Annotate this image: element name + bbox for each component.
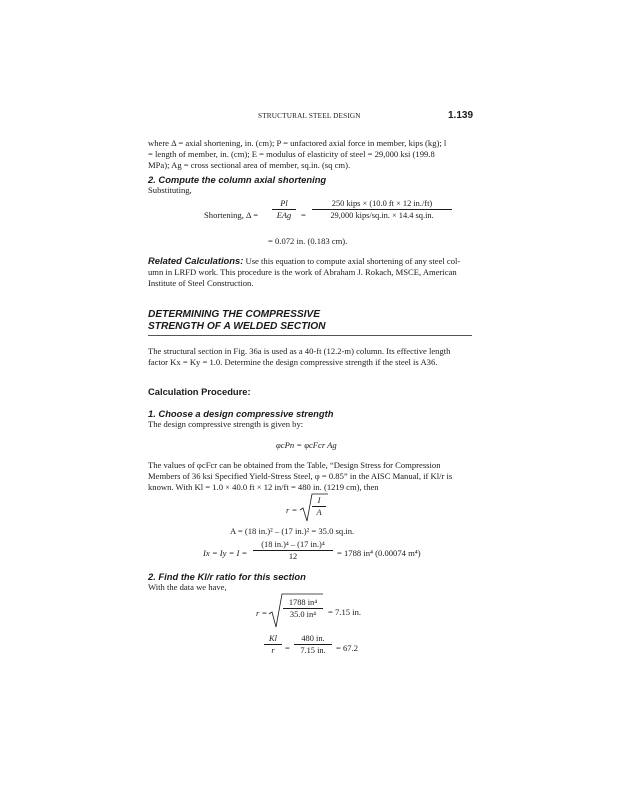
values-line: The values of φcFcr can be obtained from the Table, “Design Stress for Compression	[148, 460, 441, 470]
where-line: MPa); Ag = cross sectional area of member, sq.in. (sq cm).	[148, 160, 351, 170]
fraction-numerator: 250 kips × (10.0 ft × 12 in./ft)	[312, 199, 452, 210]
step-heading: 2. Compute the column axial shortening	[148, 174, 327, 185]
where-line: where Δ = axial shortening, in. (cm); P = unfactored axial force in member, kips (kg); l	[148, 138, 447, 148]
section-divider	[148, 335, 472, 336]
calc-procedure-heading: Calculation Procedure:	[148, 386, 251, 397]
related-line: Institute of Steel Construction.	[148, 278, 254, 288]
related-line: Use this equation to compute axial shortening of any steel col-	[243, 256, 461, 266]
fraction-denominator: 7.15 in.	[300, 646, 326, 655]
fraction-pl-over-eag	[272, 199, 296, 220]
step1-text: The design compressive strength is given by:	[148, 419, 304, 429]
inertia-label: Ix = Iy = I =	[203, 548, 248, 558]
substituting-text: Substituting,	[148, 185, 192, 195]
fraction-substituted	[312, 199, 452, 220]
section-title-line: DETERMINING THE COMPRESSIVE	[148, 309, 321, 320]
fraction-denominator: r	[271, 646, 275, 655]
shortening-result: = 0.072 in. (0.183 cm).	[268, 236, 348, 246]
step-heading: 1. Choose a design compressive strength	[148, 408, 334, 419]
fraction-i-over-a	[312, 496, 326, 517]
klr-result: = 67.2	[336, 643, 359, 653]
fraction-numerator: Kl	[264, 634, 282, 645]
where-paragraph	[148, 138, 478, 171]
r2-result: = 7.15 in.	[328, 607, 362, 617]
values-paragraph	[148, 460, 478, 493]
related-line: umn in LRFD work. This procedure is the work of Abraham J. Rokach, MSCE, American	[148, 267, 457, 277]
section-title	[148, 309, 326, 333]
fraction-r2	[283, 598, 323, 619]
shortening-label: Shortening, Δ =	[204, 210, 259, 220]
fraction-denominator: 12	[288, 552, 298, 561]
fraction-numerator: 480 in.	[294, 634, 332, 645]
fraction-denominator: 29,000 kips/sq.in. × 14.4 sq.in.	[330, 211, 434, 220]
equals-sign: =	[301, 210, 306, 220]
where-line: = length of member, in. (cm); E = modulus of elasticity of steel = 29,000 ksi (199.8	[148, 149, 435, 159]
fraction-denominator: EAg	[276, 211, 292, 220]
fraction-inertia	[253, 540, 333, 561]
r-label: r =	[286, 505, 298, 515]
step2-text: With the data we have,	[148, 582, 227, 592]
intro-line: The structural section in Fig. 36a is used as a 40-ft (12.2-m) column. Its effective length	[148, 346, 451, 356]
fraction-numerator: Pl	[272, 199, 296, 210]
values-line: Members of 36 ksi Specified Yield-Stress Steel, φ = 0.85” in the AISC Manual, if Kl/r is	[148, 471, 453, 481]
fraction-kl-over-r	[264, 634, 282, 655]
equals-sign: =	[285, 643, 290, 653]
page-number: 1.139	[448, 110, 474, 121]
section-intro	[148, 346, 478, 368]
fraction-numerator: (18 in.)⁴ – (17 in.)⁴	[253, 540, 333, 551]
related-calculations	[148, 255, 478, 289]
intro-line: factor Kx = Ky = 1.0. Determine the design compressive strength if the steel is A36.	[148, 357, 438, 367]
area-equation: A = (18 in.)² – (17 in.)² = 35.0 sq.in.	[230, 526, 355, 536]
strength-equation: φcPn = φcFcr Ag	[276, 440, 337, 450]
fraction-denominator: A	[316, 508, 322, 517]
fraction-denominator: 35.0 in⁴	[289, 610, 317, 619]
section-title-line: STRENGTH OF A WELDED SECTION	[148, 321, 326, 332]
inertia-result: = 1788 in⁴ (0.00074 m⁴)	[337, 548, 421, 558]
fraction-klr-values	[294, 634, 332, 655]
step-heading: 2. Find the Kl/r ratio for this section	[148, 571, 306, 582]
fraction-numerator: 1788 in⁴	[283, 598, 323, 609]
values-line: known. With Kl = 1.0 × 40.0 ft × 12 in/ft = 480 in. (1219 cm), then	[148, 482, 379, 492]
related-label: Related Calculations:	[148, 255, 244, 266]
fraction-numerator: I	[312, 496, 326, 507]
running-title: STRUCTURAL STEEL DESIGN	[258, 112, 361, 120]
r2-label: r =	[256, 608, 268, 618]
